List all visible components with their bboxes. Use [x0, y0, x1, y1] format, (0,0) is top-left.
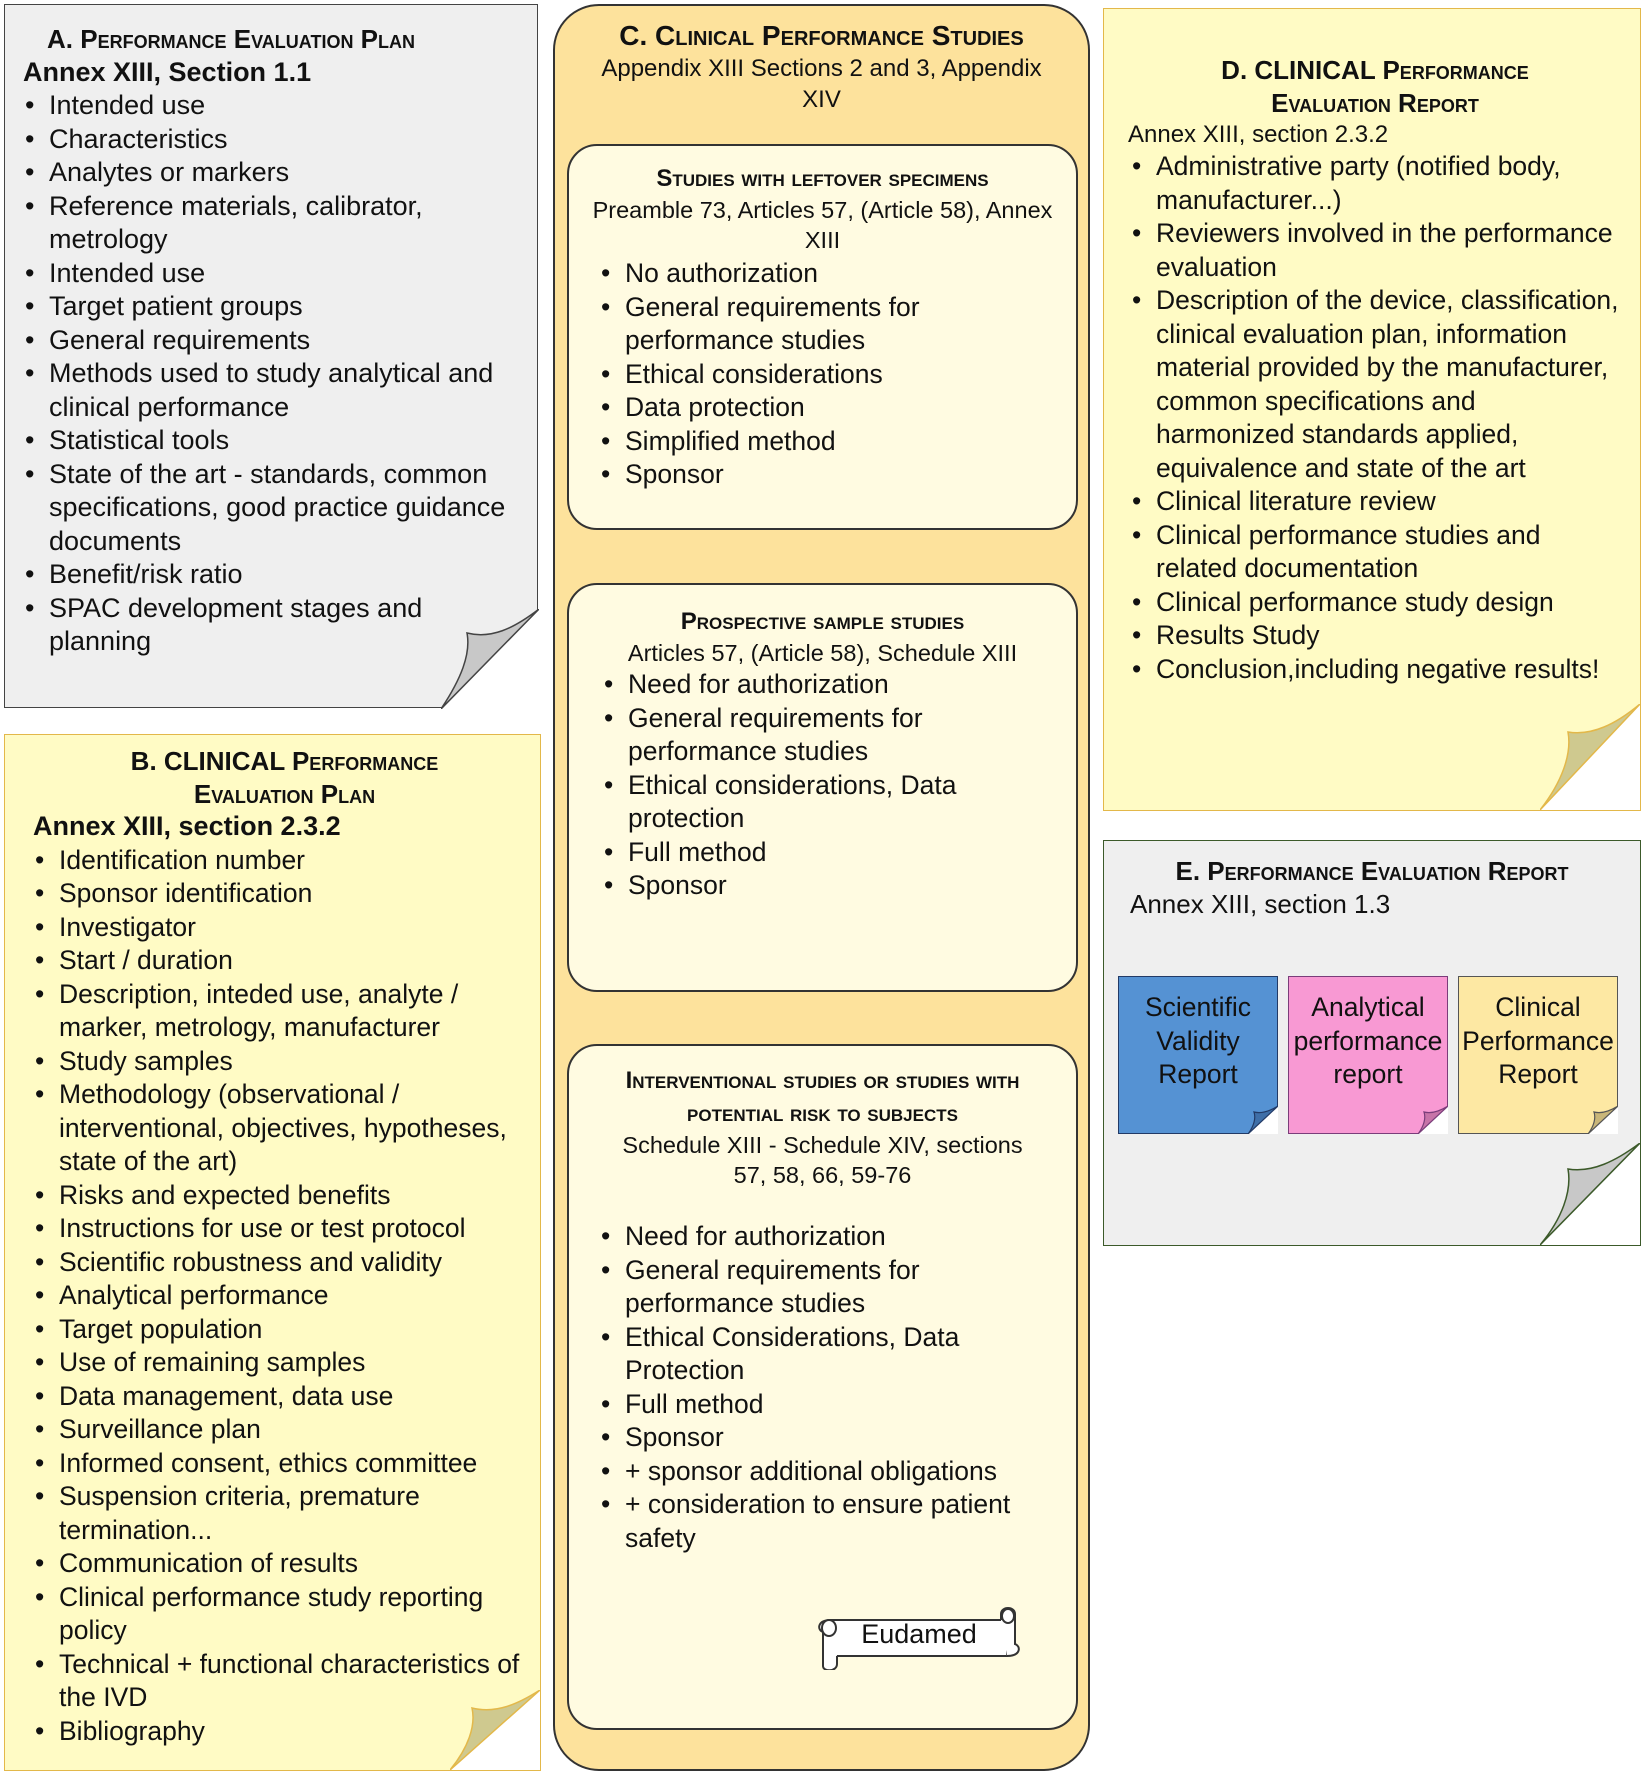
- list-item: • Clinical performance study design: [1130, 586, 1620, 620]
- box-a-annex: Annex XIII, Section 1.1: [23, 56, 312, 87]
- list-item: • Suspension criteria, premature termination...: [33, 1480, 536, 1547]
- eudamed-label: Eudamed: [861, 1619, 977, 1649]
- performance-evaluation-report-note: [1103, 840, 1641, 1246]
- box-d-title-line1: D. CLINICAL Performance: [1221, 55, 1529, 85]
- page-curl-icon: [1588, 1106, 1618, 1134]
- clinical-performance-evaluation-plan-note: [4, 734, 541, 1771]
- box-b-title-line2: Evaluation Plan: [193, 778, 376, 809]
- list-item: • Reviewers involved in the performance evaluation: [1130, 217, 1620, 284]
- list-item: • Results Study: [1130, 619, 1620, 653]
- list-item: • Need for authorization: [599, 1220, 1056, 1254]
- box-d-title-line2: Evaluation Report: [1271, 88, 1479, 118]
- list-item: • + consideration to ensure patient safety: [599, 1488, 1056, 1555]
- list-item: • Target population: [33, 1313, 536, 1347]
- list-item: • Methods used to study analytical and clinical performance: [23, 357, 529, 424]
- interventional-list: [599, 1220, 1056, 1555]
- list-item: • Target patient groups: [23, 290, 529, 324]
- list-item: • Surveillance plan: [33, 1413, 536, 1447]
- analytical-performance-report-note: [1288, 976, 1448, 1134]
- list-item: • Methodology (observational / interventional, objectives, hypotheses, state of the art): [33, 1078, 536, 1179]
- box-b-title-line1: B. CLINICAL Performance: [130, 746, 439, 776]
- list-item: • Administrative party (notified body, manufacturer...): [1130, 150, 1620, 217]
- list-item: • Ethical Considerations, Data Protection: [599, 1321, 1056, 1388]
- list-item: • Analytical performance: [33, 1279, 536, 1313]
- clinical-performance-studies-panel: [553, 4, 1090, 1771]
- list-item: • Sponsor: [599, 1421, 1056, 1455]
- list-item: • General requirements for performance studies: [599, 1254, 1056, 1321]
- list-item: • Intended use: [23, 89, 529, 123]
- list-item: • Clinical performance studies and related documentation: [1130, 519, 1620, 586]
- list-item: • Intended use: [23, 257, 529, 291]
- list-item: • Analytes or markers: [23, 156, 529, 190]
- box-d-list: [1130, 150, 1620, 686]
- list-item: • General requirements for performance studies: [602, 702, 1056, 769]
- list-item: • Clinical performance study reporting policy: [33, 1581, 536, 1648]
- list-item: • Technical + functional characteristics of the IVD: [33, 1648, 536, 1715]
- note-label: Scientific Validity Report: [1144, 992, 1252, 1089]
- leftover-specimens-box: [567, 144, 1078, 530]
- list-item: • Statistical tools: [23, 424, 529, 458]
- list-item: • Informed consent, ethics committee: [33, 1447, 536, 1481]
- page-curl-icon: [1540, 704, 1640, 810]
- box-d-annex: Annex XIII, section 2.3.2: [1128, 121, 1389, 148]
- list-item: • Description of the device, classification, clinical evaluation plan, information material provided by the manufacturer, common specifications and harmonized standards applied, equivalence and state of the art: [1130, 284, 1620, 485]
- list-item: • Bibliography: [33, 1715, 536, 1749]
- list-item: • Identification number: [33, 844, 536, 878]
- note-label: Clinical Performance Report: [1462, 992, 1614, 1089]
- box-a-list: [23, 89, 529, 659]
- note-label: Analytical performance report: [1293, 992, 1443, 1089]
- list-item: • Sponsor: [602, 869, 1056, 903]
- page-curl-icon: [1540, 1143, 1640, 1245]
- box-c-subtitle: Appendix XIII Sections 2 and 3, Appendix XIV: [601, 55, 1042, 113]
- box-b-annex: Annex XIII, section 2.3.2: [33, 811, 341, 841]
- performance-evaluation-plan-note: [4, 4, 538, 708]
- list-item: • Start / duration: [33, 944, 536, 978]
- list-item: • Sponsor identification: [33, 877, 536, 911]
- list-item: • Scientific robustness and validity: [33, 1246, 536, 1280]
- list-item: • Benefit/risk ratio: [23, 558, 529, 592]
- list-item: • Sponsor: [599, 458, 1056, 492]
- interventional-ref: Schedule XIII - Schedule XIV, sections 57, 58, 66, 59-76: [622, 1132, 1023, 1188]
- leftover-title: Studies with leftover specimens: [656, 165, 989, 192]
- list-item: • Data protection: [599, 391, 1056, 425]
- list-item: • General requirements: [23, 324, 529, 358]
- leftover-ref: Preamble 73, Articles 57, (Article 58), Annex XIII: [592, 197, 1053, 253]
- list-item: • Conclusion,including negative results!: [1130, 653, 1620, 687]
- box-e-annex: Annex XIII, section 1.3: [1130, 889, 1391, 919]
- list-item: • State of the art - standards, common specifications, good practice guidance documents: [23, 458, 529, 559]
- box-a-title: A. Performance Evaluation Plan: [47, 24, 416, 54]
- list-item: • Full method: [602, 836, 1056, 870]
- list-item: • Instructions for use or test protocol: [33, 1212, 536, 1246]
- clinical-performance-report-note: [1458, 976, 1618, 1134]
- list-item: • Description, inteded use, analyte / marker, metrology, manufacturer: [33, 978, 536, 1045]
- prospective-title: Prospective sample studies: [680, 608, 965, 635]
- box-b-list: [33, 844, 536, 1749]
- list-item: • Simplified method: [599, 425, 1056, 459]
- list-item: • Use of remaining samples: [33, 1346, 536, 1380]
- eudamed-scroll: [809, 1606, 1024, 1670]
- leftover-list: [599, 257, 1056, 492]
- interventional-studies-box: [567, 1044, 1078, 1730]
- page-curl-icon: [1418, 1106, 1448, 1134]
- list-item: • Need for authorization: [602, 668, 1056, 702]
- list-item: • Communication of results: [33, 1547, 536, 1581]
- list-item: • Ethical considerations: [599, 358, 1056, 392]
- prospective-list: [602, 668, 1056, 903]
- interventional-title: Interventional studies or studies with potential risk to subjects: [625, 1067, 1020, 1127]
- list-item: • SPAC development stages and planning: [23, 592, 529, 659]
- list-item: • Data management, data use: [33, 1380, 536, 1414]
- list-item: • Investigator: [33, 911, 536, 945]
- scientific-validity-report-note: [1118, 976, 1278, 1134]
- list-item: • Characteristics: [23, 123, 529, 157]
- prospective-sample-studies-box: [567, 583, 1078, 992]
- page-curl-icon: [1248, 1106, 1278, 1134]
- prospective-ref: Articles 57, (Article 58), Schedule XIII: [627, 640, 1018, 666]
- list-item: • Reference materials, calibrator, metrology: [23, 190, 529, 257]
- list-item: • General requirements for performance studies: [599, 291, 1056, 358]
- list-item: • Ethical considerations, Data protection: [602, 769, 1056, 836]
- list-item: • Study samples: [33, 1045, 536, 1079]
- list-item: • + sponsor additional obligations: [599, 1455, 1056, 1489]
- clinical-performance-evaluation-report-note: [1103, 8, 1641, 811]
- list-item: • Full method: [599, 1388, 1056, 1422]
- list-item: • Risks and expected benefits: [33, 1179, 536, 1213]
- list-item: • No authorization: [599, 257, 1056, 291]
- box-e-title: E. Performance Evaluation Report: [1175, 856, 1569, 886]
- box-c-title: C. Clinical Performance Studies: [619, 20, 1024, 51]
- list-item: • Clinical literature review: [1130, 485, 1620, 519]
